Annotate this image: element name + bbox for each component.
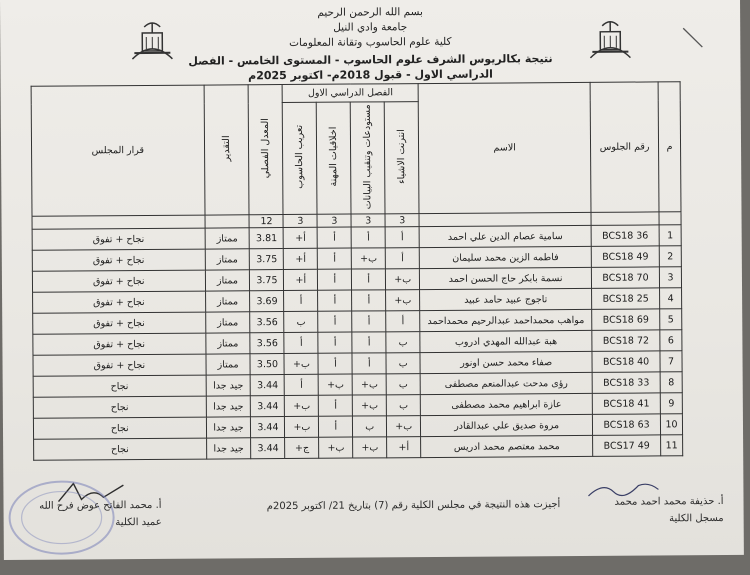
row-num: 11 <box>661 435 683 456</box>
row-name: هبة عبدالله المهدي ادروب <box>420 330 592 352</box>
row-name: عازة ابراهيم محمد مصطفى <box>420 393 592 415</box>
grade-arabization: ب+ <box>285 395 319 416</box>
grade-ethics: أ <box>318 353 352 374</box>
grade-ethics: أ <box>317 227 351 248</box>
grade-datamining: أ <box>352 290 386 311</box>
pen-mark-icon <box>680 25 706 51</box>
col-header-course-arabization: تعريب الحاسوب <box>283 102 318 214</box>
row-gpa: 3.44 <box>251 396 285 417</box>
registrar-block <box>583 493 723 528</box>
grade-iot: أ <box>385 227 419 248</box>
row-seat: BCS18 36 <box>591 225 659 246</box>
grade-iot: ب+ <box>386 269 420 290</box>
credit-datamining: 3 <box>351 214 385 227</box>
grade-iot: ب <box>386 332 420 353</box>
grade-datamining: ب+ <box>353 395 387 416</box>
grade-ethics: أ <box>318 269 352 290</box>
grade-ethics: ب+ <box>319 437 353 458</box>
col-header-grade: التقدير <box>204 85 250 215</box>
result-title: نتيجة بكالريوس الشرف علوم الحاسوب - المستوى الخامس - الفصل الدراسي الاول - قبول 2018م- اكتوبر 2025م <box>188 52 553 83</box>
university-logo-right <box>586 18 634 62</box>
dean-name: أ. محمد الفاتح عوض فرح الله <box>39 499 162 512</box>
row-seat: BCS18 72 <box>592 330 660 351</box>
grade-iot: ب <box>386 353 420 374</box>
row-seat: BCS18 41 <box>592 393 660 414</box>
row-grade: جيد جدا <box>206 396 251 417</box>
grade-ethics: أ <box>318 311 352 332</box>
grade-datamining: ب+ <box>353 437 387 458</box>
row-num: 9 <box>660 393 682 414</box>
grade-iot: أ+ <box>387 437 421 458</box>
grade-datamining: ب+ <box>352 248 386 269</box>
row-gpa: 3.44 <box>251 375 285 396</box>
row-seat: BCS18 70 <box>591 267 659 288</box>
row-name: مواهب محمداحمد عبدالرحيم محمداحمد <box>420 309 592 331</box>
registrar-name: أ. حذيفة محمد احمد محمد <box>614 495 724 508</box>
row-seat: BCS18 25 <box>592 288 660 309</box>
col-header-semester: الفصل الدراسي الاول <box>283 84 419 103</box>
row-seat: BCS18 63 <box>593 414 661 435</box>
row-grade: ممتاز <box>205 249 250 270</box>
grade-datamining: أ <box>352 353 386 374</box>
row-gpa: 3.44 <box>251 438 285 459</box>
row-name: سامية عصام الدين علي احمد <box>419 225 591 247</box>
row-name: صفاء محمد حسن اونور <box>420 351 592 373</box>
col-header-num: م <box>658 82 681 212</box>
row-grade: ممتاز <box>205 270 250 291</box>
row-num: 4 <box>660 288 682 309</box>
col-header-course-datamining: مستودعات وتنقيب البيانات <box>351 102 386 214</box>
grade-ethics: أ <box>318 248 352 269</box>
row-grade: ممتاز <box>206 354 251 375</box>
row-name: رؤى مدحت عبدالمنعم مصطفى <box>420 372 592 394</box>
row-name: فاطمه الزين محمد سليمان <box>419 246 591 268</box>
row-num: 10 <box>660 414 682 435</box>
table-row <box>34 435 683 461</box>
row-num: 2 <box>659 246 681 267</box>
results-table <box>31 81 684 461</box>
grade-arabization: أ <box>284 332 318 353</box>
basmala: بسم الله الرحمن الرحيم <box>317 6 423 19</box>
grade-datamining: أ <box>351 227 385 248</box>
row-gpa: 3.75 <box>250 249 284 270</box>
grade-iot: ب <box>387 395 421 416</box>
grade-arabization: أ <box>285 374 319 395</box>
row-decision: نجاح + تفوق <box>33 291 206 313</box>
row-grade: ممتاز <box>205 333 250 354</box>
row-grade: ممتاز <box>205 291 250 312</box>
grade-arabization: أ <box>284 290 318 311</box>
row-name: تاجوج عبيد حامد عبيد <box>420 288 592 310</box>
grade-iot: ب+ <box>387 416 421 437</box>
col-header-gpa: المعدل الفصلي <box>249 85 284 215</box>
grade-iot: ب <box>386 374 420 395</box>
approval-note: أجيزت هذه النتيجة في مجلس الكلية رقم (7) بتاريخ 21/ اكتوبر 2025م <box>266 499 561 513</box>
col-header-course-iot: انترنت الاشياء <box>384 102 419 214</box>
row-decision: نجاح <box>33 417 206 439</box>
row-decision: نجاح + تفوق <box>33 333 206 355</box>
row-num: 8 <box>660 372 682 393</box>
row-grade: ممتاز <box>205 228 250 249</box>
row-num: 5 <box>660 309 682 330</box>
col-header-decision: قرار المجلس <box>31 85 204 216</box>
grade-ethics: ب+ <box>318 374 352 395</box>
registrar-title: مسجل الكلية <box>669 512 724 525</box>
row-num: 3 <box>659 267 681 288</box>
row-decision: نجاح + تفوق <box>32 228 205 250</box>
row-decision: نجاح <box>33 375 206 397</box>
grade-iot: ب+ <box>386 290 420 311</box>
grade-arabization: ج+ <box>285 437 319 458</box>
grade-datamining: ب+ <box>352 374 386 395</box>
credit-ethics: 3 <box>317 214 351 227</box>
grade-ethics: أ <box>319 416 353 437</box>
col-header-course-ethics: اخلاقيات المهنة <box>317 102 352 214</box>
row-gpa: 3.44 <box>251 417 285 438</box>
grade-datamining: أ <box>352 332 386 353</box>
row-decision: نجاح <box>33 396 206 418</box>
dean-block <box>11 497 161 532</box>
row-grade: جيد جدا <box>206 417 251 438</box>
grade-ethics: أ <box>318 290 352 311</box>
grade-arabization: أ+ <box>284 269 318 290</box>
row-gpa: 3.50 <box>250 354 284 375</box>
dean-title: عميد الكلية <box>115 516 162 529</box>
grade-ethics: أ <box>318 332 352 353</box>
credit-total: 12 <box>249 215 283 228</box>
row-seat: BCS17 49 <box>593 435 661 456</box>
grade-arabization: ب+ <box>285 416 319 437</box>
row-gpa: 3.56 <box>250 333 284 354</box>
grade-datamining: ب <box>353 416 387 437</box>
grade-iot: أ <box>385 248 419 269</box>
row-seat: BCS18 49 <box>591 246 659 267</box>
row-name: محمد معتصم محمد ادريس <box>421 435 593 457</box>
row-seat: BCS18 40 <box>592 351 660 372</box>
col-header-seat: رقم الجلوس <box>590 82 659 212</box>
grade-arabization: أ+ <box>284 248 318 269</box>
grade-arabization: ب <box>284 311 318 332</box>
row-name: مروة صديق علي عبدالقادر <box>421 414 593 436</box>
row-seat: BCS18 33 <box>592 372 660 393</box>
row-seat: BCS18 69 <box>592 309 660 330</box>
grade-datamining: أ <box>352 269 386 290</box>
row-decision: نجاح + تفوق <box>32 249 205 271</box>
grade-datamining: أ <box>352 311 386 332</box>
row-decision: نجاح + تفوق <box>33 312 206 334</box>
row-grade: جيد جدا <box>206 438 251 459</box>
grade-arabization: ب+ <box>284 353 318 374</box>
grade-iot: أ <box>386 311 420 332</box>
grade-arabization: أ+ <box>284 227 318 248</box>
document-header <box>170 4 571 84</box>
university-name: جامعة وادي النيل <box>333 21 408 34</box>
row-name: نسمة بابكر حاج الحسن احمد <box>420 267 592 289</box>
col-header-name: الاسم <box>418 82 591 213</box>
row-num: 6 <box>660 330 682 351</box>
credit-iot: 3 <box>385 214 419 227</box>
row-decision: نجاح + تفوق <box>32 270 205 292</box>
row-grade: ممتاز <box>205 312 250 333</box>
grade-ethics: أ <box>319 395 353 416</box>
row-gpa: 3.69 <box>250 291 284 312</box>
row-num: 7 <box>660 351 682 372</box>
row-num: 1 <box>659 225 681 246</box>
row-grade: جيد جدا <box>206 375 251 396</box>
row-gpa: 3.81 <box>250 228 284 249</box>
row-gpa: 3.75 <box>250 270 284 291</box>
credit-arabization: 3 <box>283 214 317 227</box>
row-gpa: 3.56 <box>250 312 284 333</box>
row-decision: نجاح + تفوق <box>33 354 206 376</box>
faculty-name: كلية علوم الحاسوب وتقانة المعلومات <box>289 35 452 49</box>
row-decision: نجاح <box>34 438 207 460</box>
